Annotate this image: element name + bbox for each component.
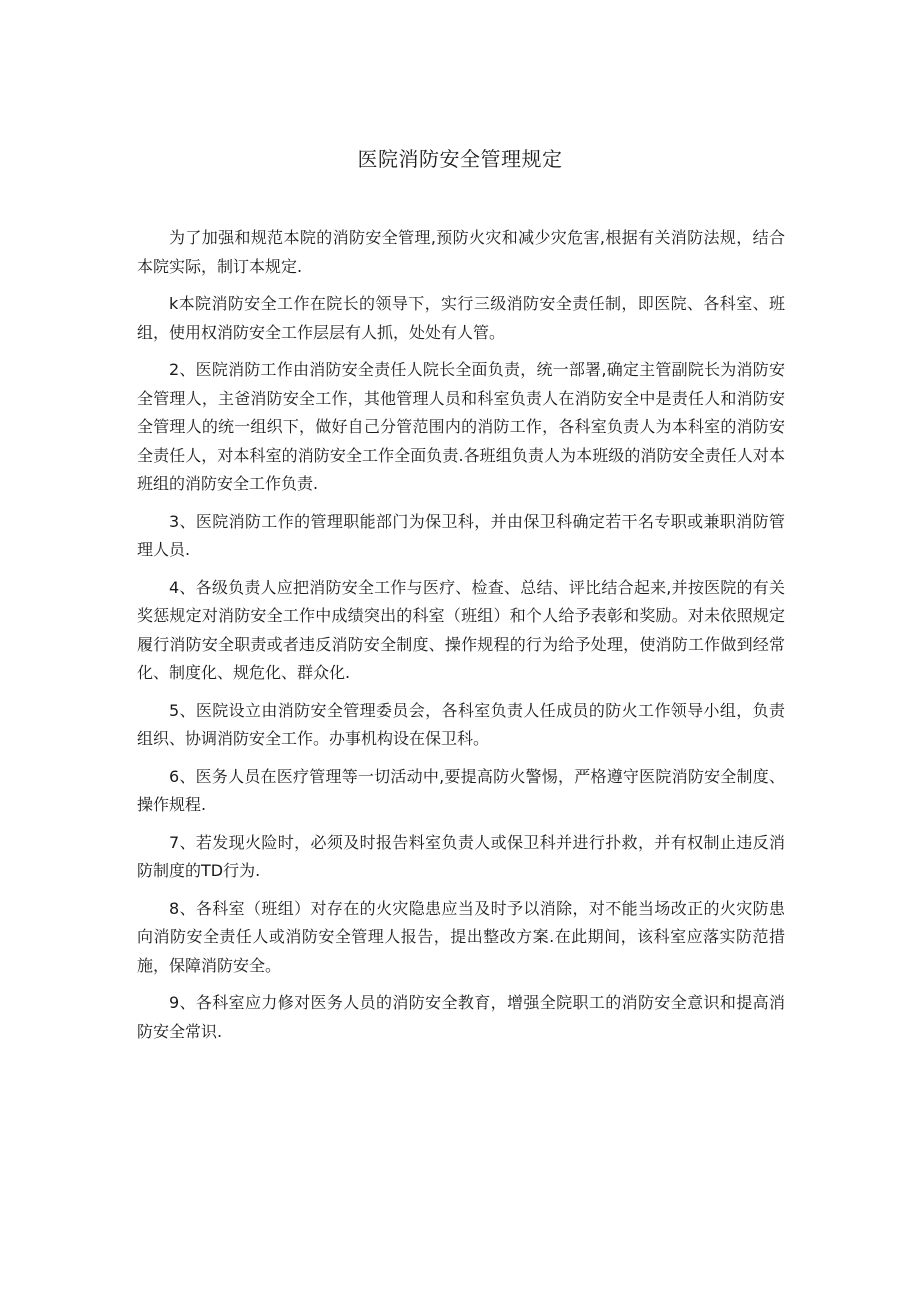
paragraph-6: 6、医务人员在医疗管理等一切活动中,要提高防火警惕，严格遵守医院消防安全制度、操作规程. [137,766,785,814]
paragraph-8: 8、各科室（班组）对存在的火灾隐患应当及时予以消除，对不能当场改正的火灾防患向消防安全责任人或消防安全管理人报告，提出整改方案.在此期间，该科室应落实防范措施，保障消防安全。 [137,898,785,975]
paragraph-intro: 为了加强和规范本院的消防安全管理,预防火灾和减少灾危害,根据有关消防法规，结合本院实际，制订本规定. [137,228,785,276]
paragraph-4: 4、各级负责人应把消防安全工作与医疗、检查、总结、评比结合起来,并按医院的有关奖惩规定对消防安全工作中成绩突出的科室（班组）和个人给予表彰和奖励。对未依照规定履行消防安全职责或者违反消防安全制度、操作规程的行为给予处理，使消防工作做到经常化、制度化、规危化、群众化. [137,577,785,682]
paragraph-1: k本院消防安全工作在院长的领导下，实行三级消防安全责任制，即医院、各科室、班组，使用权消防安全工作层层有人抓，处处有人管。 [137,294,785,342]
paragraph-7: 7、若发现火险时，必须及时报告料室负责人或保卫科并进行扑救，并有权制止违反消防制度的TD行为. [137,832,785,880]
document-title: 医院消防安全管理规定 [357,147,563,171]
document-body [137,224,785,1055]
paragraph-9: 9、各科室应力修对医务人员的消防安全教育，增强全院职工的消防安全意识和提高消防安全常识. [137,993,785,1041]
paragraph-5: 5、医院设立由消防安全管理委员会，各科室负责人任成员的防火工作领导小组，负责组织、协调消防安全工作。办事机构设在保卫科。 [137,700,785,748]
paragraph-3: 3、医院消防工作的管理职能部门为保卫科，并由保卫科确定若干名专职或兼职消防管理人员. [137,511,785,559]
paragraph-2: 2、医院消防工作由消防安全责任人院长全面负责，统一部署,确定主管副院长为消防安全管理人，主爸消防安全工作，其他管理人员和科室负责人在消防安全中是责任人和消防安全管理人的统一组织下，做好自己分管范围内的消防工作，各科室负责人为本科室的消防安全责任人，对本科室的消防安全工作全面负责.各班组负责人为本班级的消防安全责任人对本班组的消防安全工作负责. [137,360,785,493]
